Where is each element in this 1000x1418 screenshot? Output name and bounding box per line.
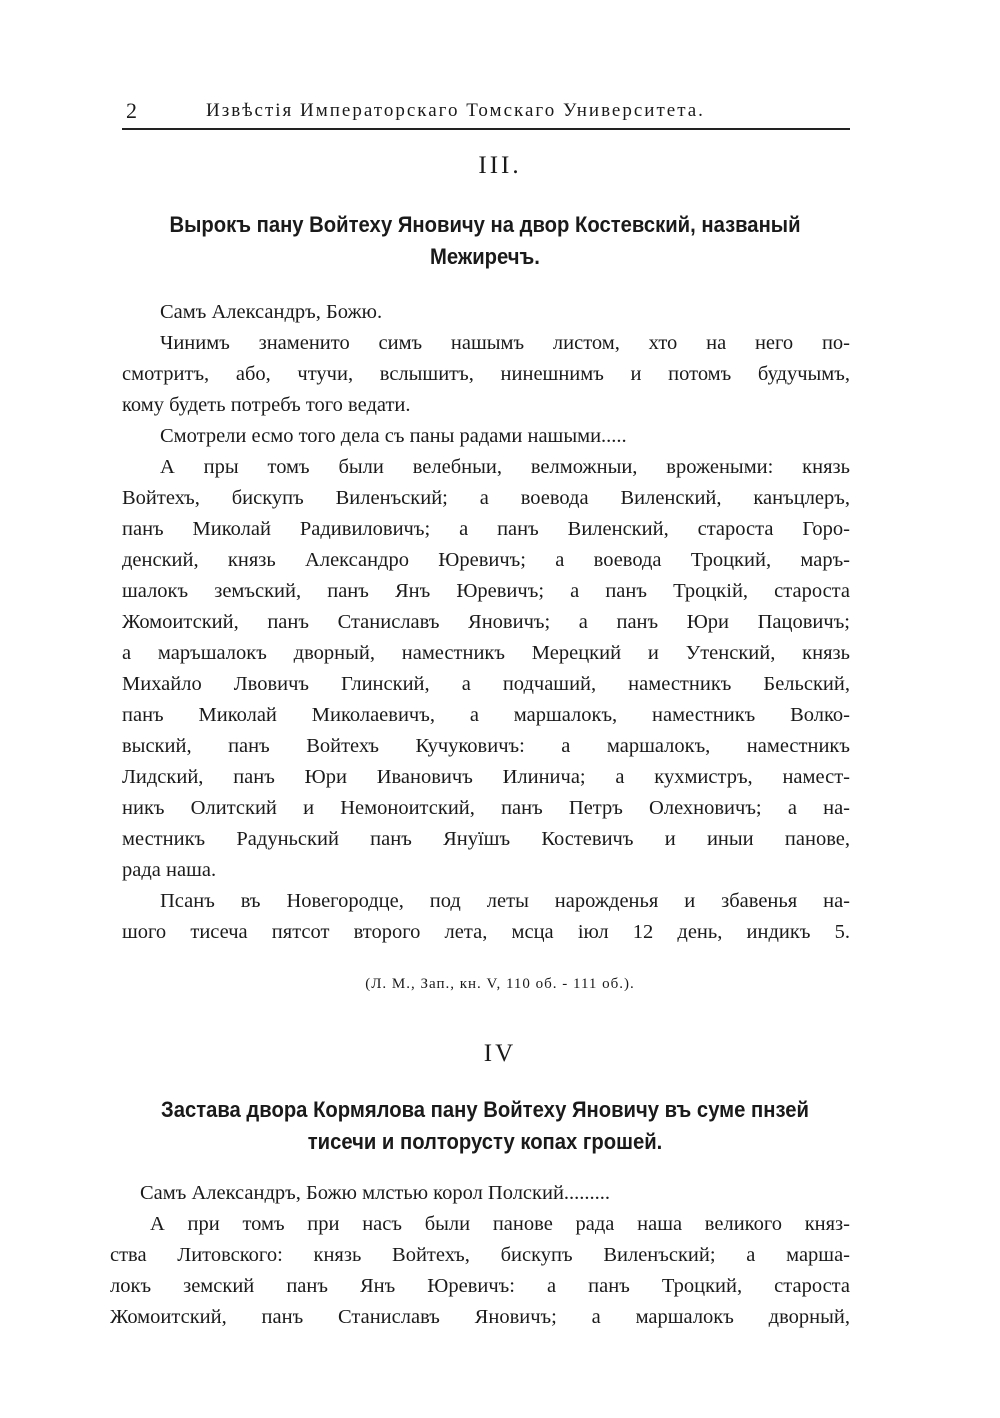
source-citation: (Л. М., Зап., кн. V, 110 об. - 111 об.). [365,976,635,992]
text-line: а маръшалокъ дворный, наместникъ Мерецкий и Утенский, князь [122,642,850,664]
text-line: Жомоитский, панъ Станиславъ Яновичъ; а маршалокъ дворный, [110,1306,850,1328]
text-line: А пры томъ были велебныи, велможныи, врожеными: князь [160,456,850,478]
text-line: Чинимъ знаменито симъ нашымъ листом, хто на него по- [160,332,850,354]
text-line: кому будеть потребъ того ведати. [122,394,411,416]
section-heading-line: тисечи и полторусту копах грошей. [307,1129,663,1154]
text-line: Жомоитский, панъ Станиславъ Яновичъ; а панъ Юри Пацовичъ; [122,611,850,633]
text-line: Михайло Лвовичъ Глинский, а подчаший, наместникъ Бельский, [122,673,850,695]
salutation-line: Самъ Александръ, Божю. [160,301,383,323]
section-numeral: IV [483,1040,517,1067]
text-line: Псанъ въ Новегородце, под леты нарожденья и збавенья на- [160,890,850,912]
text-line: никъ Олитский и Немоноитский, панъ Петръ Олехновичъ; а на- [122,797,850,819]
text-line: ства Литовского: князь Войтехъ, бискупъ Виленъский; а маршa- [110,1244,850,1266]
text-line: панъ Миколай Миколаевичъ, а маршалокъ, наместникъ Волко- [122,704,850,726]
text-line: шого тисеча пятсот второго лета, мсца іюл 12 день, индикъ 5. [122,921,850,943]
section-numeral: III. [478,152,522,179]
running-header [122,96,850,130]
text-line: денский, князь Александро Юревичъ; а воевода Троцкий, маръ- [122,549,850,571]
section-heading-line: Вырокъ пану Войтеху Яновичу на двор Костевский, названый [169,212,801,237]
text-line: Лидский, панъ Юри Ивановичъ Илинича; а кухмистръ, намест- [122,766,850,788]
page-number: 2 [126,98,138,123]
text-line: местникъ Радуньский панъ Януїшъ Костевичъ и иныи панове, [122,828,850,850]
salutation-line: Самъ Александръ, Божю млстью корол Полский......... [140,1182,611,1204]
text-line: панъ Миколай Радивиловичъ; а панъ Виленский, староста Горо- [122,518,850,540]
text-line: выский, панъ Войтехъ Кучуковичъ: а маршалокъ, наместникъ [122,735,850,757]
text-line: А при томъ при насъ были панове рада наша великого княз- [150,1213,850,1235]
text-line: Смотрели есмо того дела съ паны радами нашыми..... [160,425,627,447]
text-line: шалокъ земъский, панъ Янъ Юревичъ; а панъ Троцкій, староста [122,580,850,602]
running-title: Извѣстія Императорскаго Томскаго Университета. [206,100,705,121]
section-heading-line: Межиречъ. [430,244,540,269]
text-line: смотритъ, або, чтучи, вслышитъ, нинешнимъ и потомъ будучымъ, [122,363,850,385]
section-heading-line: Застава двора Кормялова пану Войтеху Яновичу въ суме пнзей [161,1097,809,1122]
text-line: Войтехъ, бискупъ Виленъский; а воевода Виленский, канъцлеръ, [122,487,850,509]
text-line: рада наша. [122,859,217,881]
text-line: локъ земский панъ Янъ Юревичъ: а панъ Троцкий, староста [110,1275,850,1297]
